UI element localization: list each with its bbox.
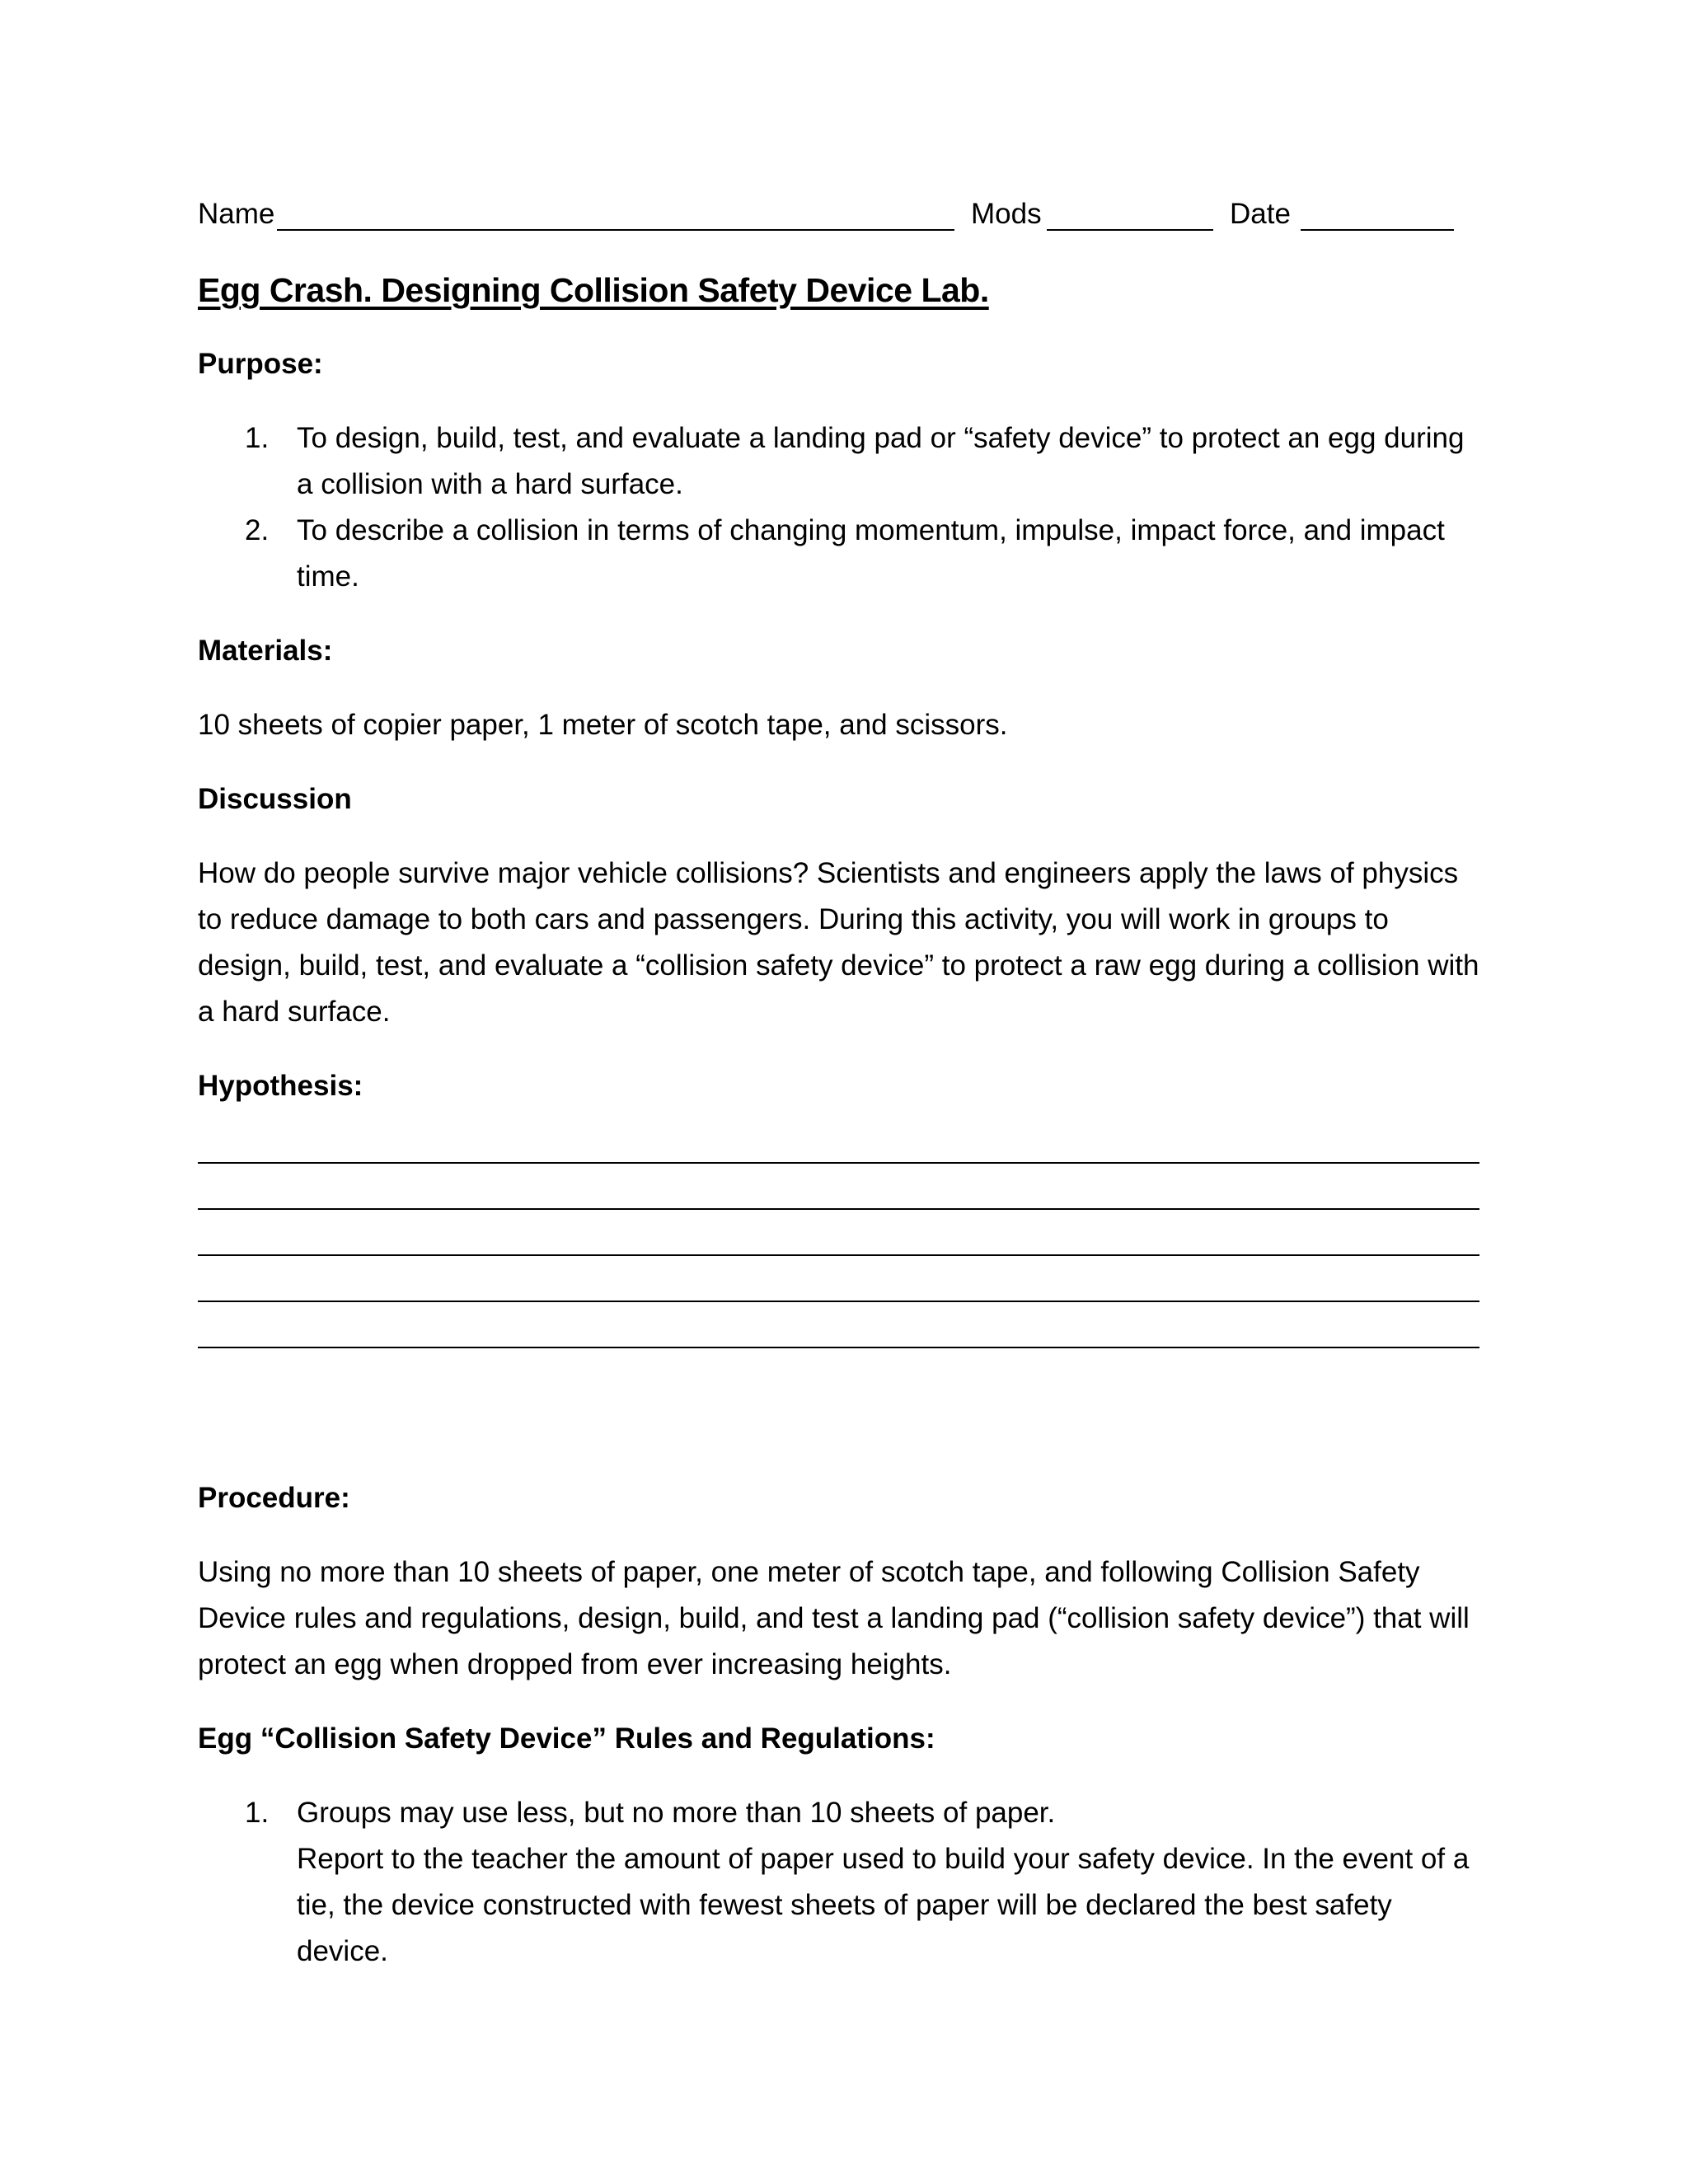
- hypothesis-answer-line[interactable]: [198, 1210, 1479, 1256]
- hypothesis-answer-line[interactable]: [198, 1141, 1479, 1164]
- purpose-list: [198, 415, 1479, 600]
- mods-blank-line[interactable]: [1047, 229, 1213, 231]
- purpose-item-2-number: 2.: [245, 514, 270, 546]
- name-blank-line[interactable]: [277, 229, 954, 231]
- rules-list: [198, 1790, 1479, 1975]
- name-label: Name: [198, 198, 275, 230]
- header-fields: [198, 191, 1479, 237]
- mods-label: Mods: [971, 198, 1042, 230]
- purpose-item-1-number: 1.: [245, 422, 270, 454]
- rules-heading: Egg “Collision Safety Device” Rules and Regulations:: [198, 1722, 935, 1755]
- discussion-heading: Discussion: [198, 783, 352, 815]
- purpose-item-1-text: To design, build, test, and evaluate a landing pad or “safety device” to protect an egg during a collision with a hard surface.: [297, 422, 1465, 500]
- hypothesis-answer-line[interactable]: [198, 1302, 1479, 1348]
- hypothesis-heading: Hypothesis:: [198, 1070, 363, 1102]
- procedure-heading: Procedure:: [198, 1482, 350, 1514]
- date-label: Date: [1230, 198, 1291, 230]
- rules-item-1-line2: Report to the teacher the amount of paper used to build your safety device. In the event of a tie, the device constructed with fewest sheets of paper will be declared the best safety device.: [297, 1843, 1470, 1967]
- materials-text: 10 sheets of copier paper, 1 meter of scotch tape, and scissors.: [198, 709, 1008, 741]
- purpose-heading: Purpose:: [198, 348, 323, 380]
- purpose-item-2: [198, 508, 1479, 600]
- rules-item-1-number: 1.: [245, 1797, 270, 1829]
- hypothesis-answer-line[interactable]: [198, 1164, 1479, 1210]
- discussion-text: How do people survive major vehicle collisions? Scientists and engineers apply the laws of physics to reduce damage to both cars and passengers. During this activity, you will work in groups to design, build, test, and evaluate a “collision safety device” to protect a raw egg during a collision with a hard surface.: [198, 857, 1479, 1028]
- date-blank-line[interactable]: [1301, 229, 1454, 231]
- blank-space: [198, 1348, 1479, 1447]
- hypothesis-answer-lines: [198, 1141, 1479, 1348]
- procedure-text: Using no more than 10 sheets of paper, one meter of scotch tape, and following Collision Safety Device rules and regulations, design, build, and test a landing pad (“collision safety device”) that will protect an egg when dropped from ever increasing heights.: [198, 1556, 1470, 1680]
- worksheet-content: [198, 191, 1479, 1975]
- rules-item-1-line1: Groups may use less, but no more than 10 sheets of paper.: [297, 1797, 1056, 1829]
- hypothesis-answer-line[interactable]: [198, 1256, 1479, 1302]
- purpose-item-2-text: To describe a collision in terms of changing momentum, impulse, impact force, and impact time.: [297, 514, 1445, 593]
- page-title: Egg Crash. Designing Collision Safety Device Lab.: [198, 271, 989, 309]
- rules-item-1: [198, 1790, 1479, 1975]
- materials-heading: Materials:: [198, 635, 333, 667]
- purpose-item-1: [198, 415, 1479, 508]
